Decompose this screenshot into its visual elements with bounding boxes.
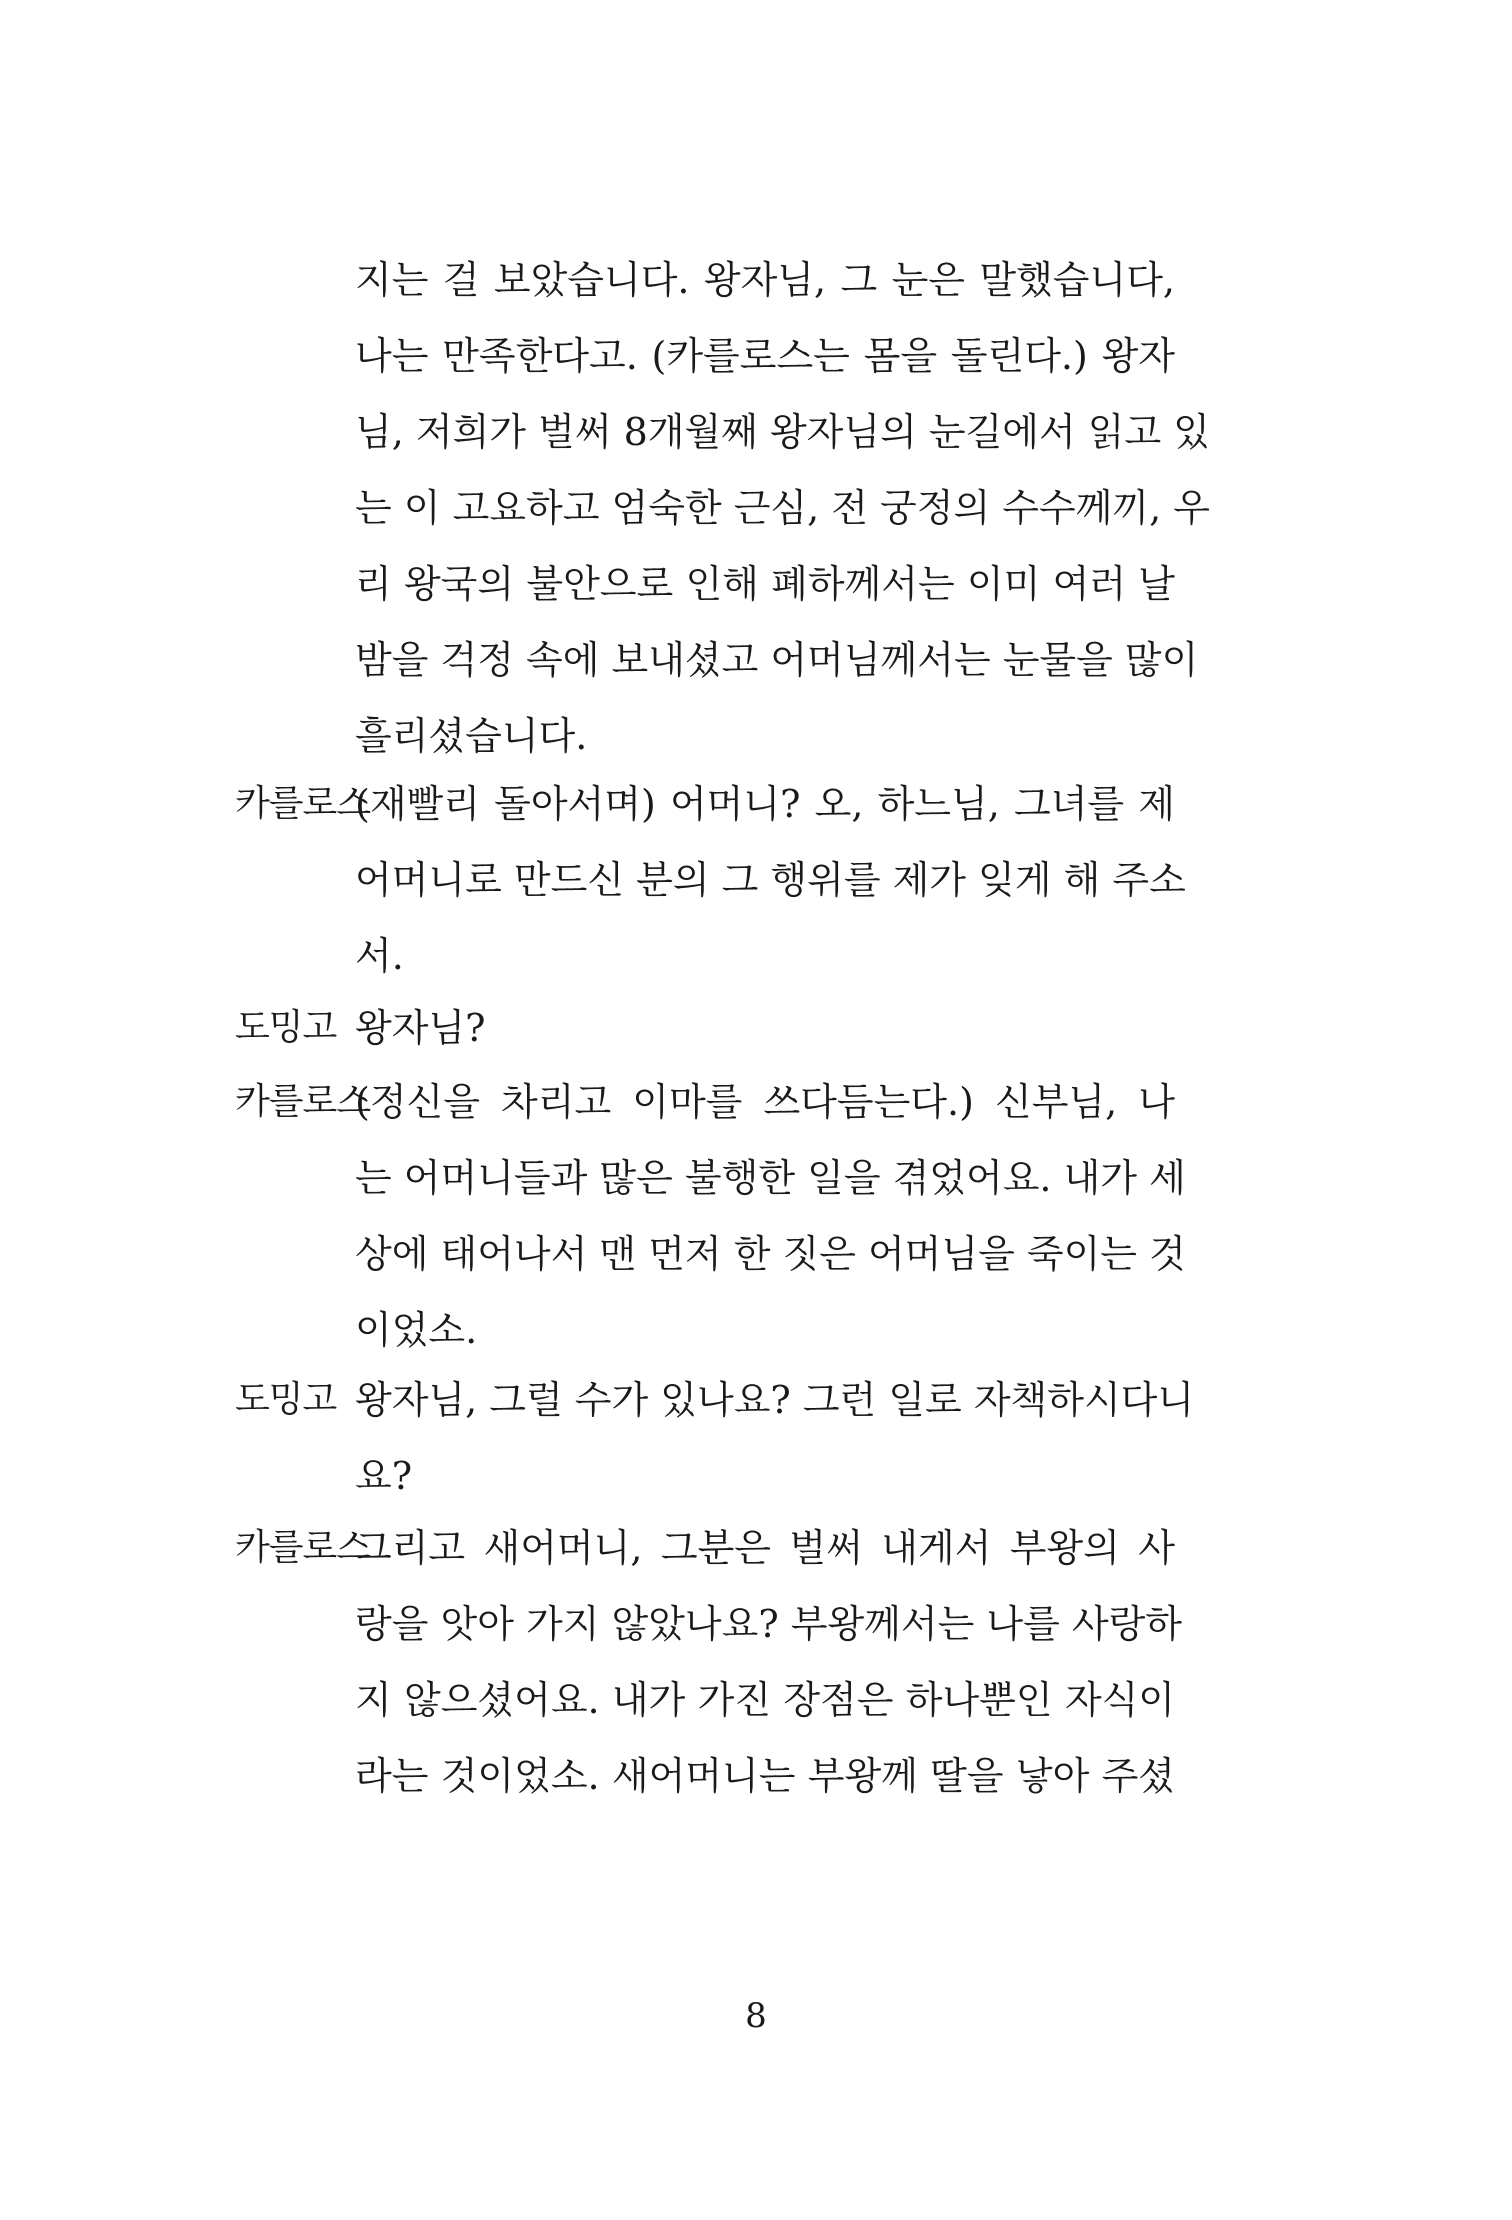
text-line bbox=[235, 1140, 1186, 1216]
text-line bbox=[235, 1216, 1186, 1292]
page-number: 8 bbox=[745, 1996, 767, 2036]
line-text: 상에 태어나서 맨 먼저 한 짓은 어머님을 죽이는 것 bbox=[355, 1232, 1186, 1276]
dialogue-block bbox=[235, 766, 1186, 994]
text-line bbox=[235, 318, 1175, 394]
line-text: 흘리셨습니다. bbox=[355, 714, 588, 758]
text-line bbox=[235, 1738, 1175, 1814]
line-text: 라는 것이었소. 새어머니는 부왕께 딸을 낳아 주셨 bbox=[355, 1754, 1175, 1798]
line-text: 리 왕국의 불안으로 인해 폐하께서는 이미 여러 날 bbox=[355, 562, 1175, 606]
line-text: 그리고 새어머니, 그분은 벌써 내게서 부왕의 사 bbox=[355, 1526, 1175, 1570]
dialogue-block bbox=[235, 1362, 1195, 1514]
text-line bbox=[235, 546, 1175, 622]
line-text: 이었소. bbox=[355, 1308, 478, 1352]
text-line bbox=[235, 242, 1175, 318]
speaker-name: 카를로스 bbox=[235, 1081, 371, 1122]
line-text: 랑을 앗아 가지 않았나요? 부왕께서는 나를 사랑하 bbox=[355, 1602, 1183, 1646]
line-text: 밤을 걱정 속에 보내셨고 어머님께서는 눈물을 많이 bbox=[355, 638, 1199, 682]
text-line bbox=[235, 1438, 1175, 1514]
text-line bbox=[235, 698, 1175, 774]
line-text: 서. bbox=[355, 934, 404, 978]
text-line bbox=[235, 622, 1199, 698]
text-line bbox=[235, 1662, 1175, 1738]
speaker-name: 카를로스 bbox=[235, 1527, 371, 1568]
speaker-name: 도밍고 bbox=[235, 1379, 337, 1420]
text-line bbox=[235, 842, 1186, 918]
dialogue-block bbox=[235, 990, 1175, 1066]
line-text: (정신을 차리고 이마를 쓰다듬는다.) 신부님, 나 bbox=[355, 1080, 1175, 1124]
text-line bbox=[235, 766, 1175, 842]
dialogue-block bbox=[235, 1510, 1183, 1814]
text-line bbox=[235, 1510, 1175, 1586]
line-text: 지는 걸 보았습니다. 왕자님, 그 눈은 말했습니다, bbox=[355, 258, 1175, 302]
line-text: 는 이 고요하고 엄숙한 근심, 전 궁정의 수수께끼, 우 bbox=[355, 486, 1210, 530]
text-line bbox=[235, 1292, 1175, 1368]
line-text: 지 않으셨어요. 내가 가진 장점은 하나뿐인 자식이 bbox=[355, 1678, 1175, 1722]
text-line bbox=[235, 918, 1175, 994]
text-line bbox=[235, 1064, 1175, 1140]
text-line bbox=[235, 990, 1175, 1066]
dialogue-block bbox=[235, 1064, 1186, 1368]
text-line bbox=[235, 1362, 1195, 1438]
line-text: 왕자님, 그럴 수가 있나요? 그런 일로 자책하시다니 bbox=[355, 1378, 1195, 1422]
text-line bbox=[235, 394, 1210, 470]
line-text: 님, 저희가 벌써 8개월째 왕자님의 눈길에서 읽고 있 bbox=[355, 410, 1210, 454]
line-text: 나는 만족한다고. (카를로스는 몸을 돌린다.) 왕자 bbox=[355, 334, 1175, 378]
speaker-name: 도밍고 bbox=[235, 1007, 337, 1048]
line-text: (재빨리 돌아서며) 어머니? 오, 하느님, 그녀를 제 bbox=[355, 782, 1175, 826]
speaker-name: 카를로스 bbox=[235, 783, 371, 824]
text-line bbox=[235, 470, 1210, 546]
line-text: 는 어머니들과 많은 불행한 일을 겪었어요. 내가 세 bbox=[355, 1156, 1186, 1200]
line-text: 요? bbox=[355, 1454, 413, 1498]
line-text: 왕자님? bbox=[355, 1006, 486, 1050]
line-text: 어머니로 만드신 분의 그 행위를 제가 잊게 해 주소 bbox=[355, 858, 1186, 902]
text-line bbox=[235, 1586, 1183, 1662]
continued-speech bbox=[235, 242, 1210, 774]
